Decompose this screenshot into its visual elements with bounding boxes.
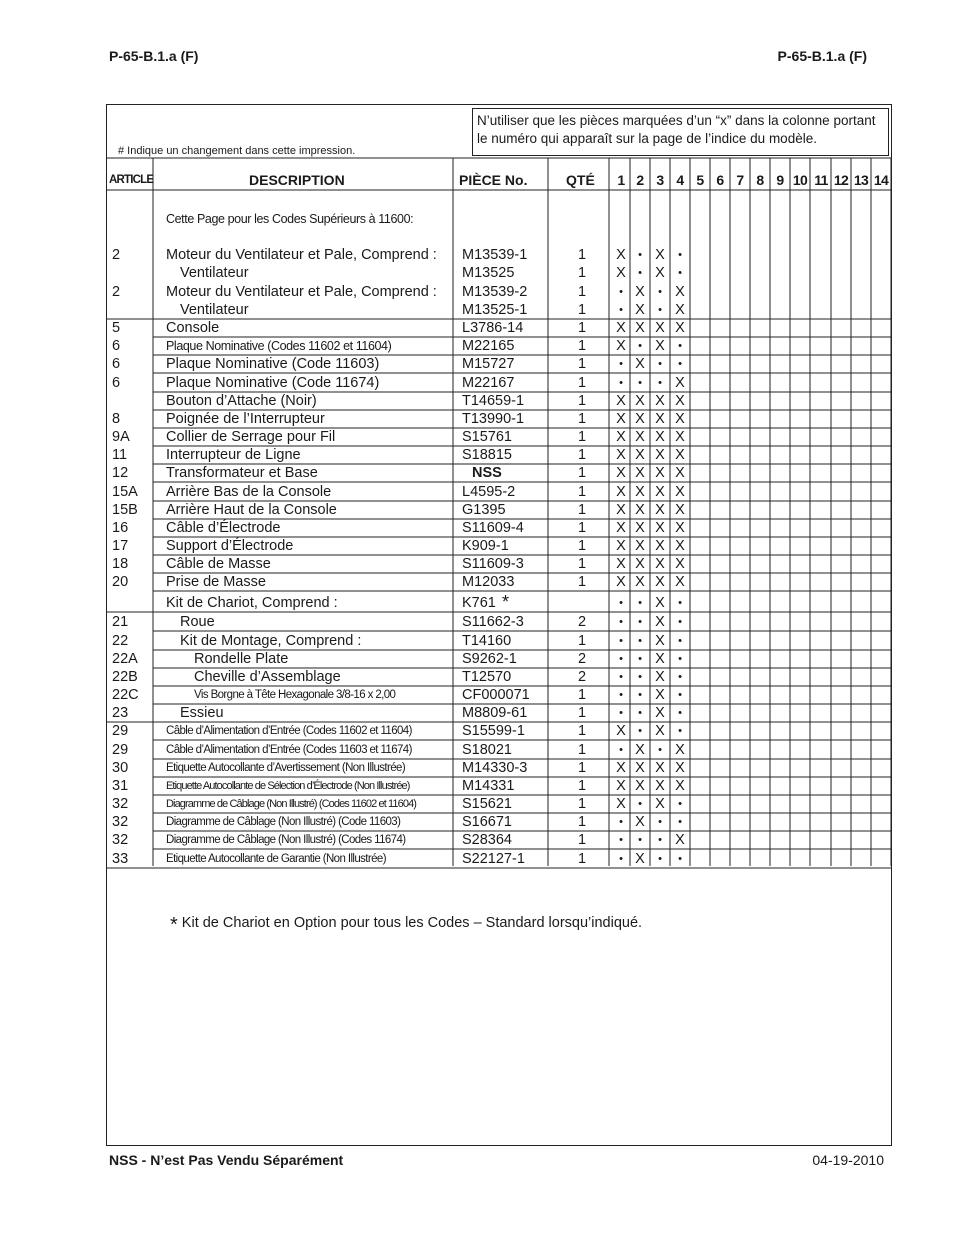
row-code-mark-4: • — [678, 853, 682, 865]
footnote-text: Kit de Chariot en Option pour tous les Codes – Standard lorsqu’indiqué. — [181, 915, 643, 931]
row-code-mark-3: X — [655, 411, 665, 427]
code-header-1: 1 — [617, 172, 625, 188]
row-code-mark-1: • — [619, 653, 623, 665]
row-code-mark-4: X — [675, 538, 685, 554]
row-code-mark-4: • — [678, 653, 682, 665]
row-code-mark-2: • — [638, 377, 642, 389]
row-code-mark-2: • — [638, 671, 642, 683]
row-code-mark-3: X — [655, 447, 665, 463]
row-code-mark-4: • — [678, 358, 682, 370]
row-code-mark-4: • — [678, 671, 682, 683]
row-description: Etiquette Autocollante de Sélection d’Électrode (Non Illustrée) — [166, 780, 410, 792]
row-description: Kit de Montage, Comprend : — [180, 633, 362, 649]
row-part-number: S15621 — [462, 796, 512, 812]
row-code-mark-1: X — [616, 520, 626, 536]
row-code-mark-2: • — [638, 689, 642, 701]
row-quantity: 1 — [578, 633, 587, 649]
row-code-mark-3: X — [655, 538, 665, 554]
row-quantity: 1 — [578, 338, 587, 354]
row-quantity: 1 — [578, 687, 587, 703]
row-code-mark-1: • — [619, 597, 623, 609]
row-description: Console — [166, 320, 220, 336]
row-code-mark-3: X — [655, 595, 665, 611]
code-header-10: 10 — [792, 172, 808, 188]
row-article: 17 — [112, 538, 129, 554]
row-quantity: 1 — [578, 502, 587, 518]
row-code-mark-4: • — [678, 707, 682, 719]
row-code-mark-4: • — [678, 798, 682, 810]
row-description: Etiquette Autocollante d’Avertissement (Non Illustrée) — [166, 762, 406, 774]
row-quantity: 1 — [578, 465, 587, 481]
row-code-mark-2: X — [635, 742, 645, 758]
row-code-mark-3: • — [658, 744, 662, 756]
row-part-number: M8809-61 — [462, 705, 528, 721]
row-code-mark-3: X — [655, 556, 665, 572]
row-code-mark-1: • — [619, 304, 623, 316]
row-description: Moteur du Ventilateur et Pale, Comprend : — [166, 247, 437, 263]
row-code-mark-4: X — [675, 284, 685, 300]
row-description: Kit de Chariot, Comprend : — [166, 595, 338, 611]
row-code-mark-1: X — [616, 429, 626, 445]
row-part-number: K761 — [462, 595, 496, 611]
row-part-number: T14160 — [462, 633, 512, 649]
row-code-mark-2: X — [635, 556, 645, 572]
row-code-mark-3: X — [655, 393, 665, 409]
change-note: # Indique un changement dans cette impression. — [118, 145, 356, 157]
code-header-4: 4 — [676, 172, 684, 188]
row-code-mark-1: • — [619, 377, 623, 389]
row-description: Cheville d’Assemblage — [194, 669, 341, 685]
option-star-icon: * — [502, 592, 510, 612]
row-code-mark-4: X — [675, 411, 685, 427]
row-quantity: 1 — [578, 447, 587, 463]
row-code-mark-4: X — [675, 429, 685, 445]
row-code-mark-4: X — [675, 742, 685, 758]
row-description: Transformateur et Base — [166, 465, 318, 481]
row-code-mark-1: X — [616, 760, 626, 776]
row-description: Collier de Serrage pour Fil — [166, 429, 336, 445]
row-code-mark-1: X — [616, 574, 626, 590]
row-article: 15B — [112, 502, 138, 518]
usage-note-box — [472, 108, 889, 156]
row-article: 22C — [112, 687, 139, 703]
row-part-number: S11609-3 — [462, 556, 524, 572]
row-part-number: S22127-1 — [462, 851, 525, 867]
revision-date: 04-19-2010 — [812, 1152, 884, 1168]
row-code-mark-1: • — [619, 816, 623, 828]
row-quantity: 1 — [578, 356, 587, 372]
col-header-piece: PIÈCE No. — [459, 172, 528, 188]
row-description: Essieu — [180, 705, 224, 721]
row-code-mark-4: • — [678, 816, 682, 828]
row-code-mark-4: X — [675, 832, 685, 848]
row-description: Diagramme de Câblage (Non Illustré) (Code 11603) — [166, 816, 401, 828]
row-article: 22A — [112, 651, 138, 667]
row-description: Moteur du Ventilateur et Pale, Comprend : — [166, 284, 437, 300]
row-code-mark-4: • — [678, 616, 682, 628]
cart-kit-footnote — [170, 910, 643, 936]
row-part-number: M13539-1 — [462, 247, 528, 263]
row-code-mark-3: X — [655, 465, 665, 481]
row-code-mark-3: X — [655, 320, 665, 336]
row-code-mark-1: X — [616, 502, 626, 518]
row-article: 16 — [112, 520, 129, 536]
row-code-mark-2: X — [635, 302, 645, 318]
row-quantity: 1 — [578, 284, 587, 300]
col-header-qty: QTÉ — [566, 172, 595, 188]
row-code-mark-2: • — [638, 267, 642, 279]
row-description: Ventilateur — [180, 265, 249, 281]
row-code-mark-1: • — [619, 744, 623, 756]
row-code-mark-1: X — [616, 484, 626, 500]
row-description: Prise de Masse — [166, 574, 266, 590]
row-description: Bouton d’Attache (Noir) — [166, 393, 317, 409]
row-part-number: T12570 — [462, 669, 512, 685]
row-description: Arrière Bas de la Console — [166, 484, 332, 500]
row-part-number: G1395 — [462, 502, 506, 518]
row-part-number: S15761 — [462, 429, 512, 445]
row-article: 22 — [112, 633, 129, 649]
row-code-mark-2: • — [638, 249, 642, 261]
row-article: 6 — [112, 375, 121, 391]
row-description: Arrière Haut de la Console — [166, 502, 337, 518]
row-part-number: S11609-4 — [462, 520, 524, 536]
row-quantity: 1 — [578, 247, 587, 263]
row-article: 18 — [112, 556, 129, 572]
row-code-mark-2: X — [635, 538, 645, 554]
row-code-mark-3: • — [658, 834, 662, 846]
row-part-number: M22165 — [462, 338, 515, 354]
row-description: Câble de Masse — [166, 556, 271, 572]
row-code-mark-3: X — [655, 574, 665, 590]
row-part-number: M14331 — [462, 778, 515, 794]
row-code-mark-4: X — [675, 320, 685, 336]
row-quantity: 1 — [578, 520, 587, 536]
row-quantity: 1 — [578, 484, 587, 500]
usage-note-line-2: le numéro qui apparaît sur la page de l’indice du modèle. — [477, 131, 817, 146]
row-code-mark-2: X — [635, 429, 645, 445]
row-code-mark-1: X — [616, 556, 626, 572]
row-code-mark-3: X — [655, 705, 665, 721]
row-code-mark-2: • — [638, 340, 642, 352]
row-part-number: S15599-1 — [462, 723, 525, 739]
row-article: 30 — [112, 760, 129, 776]
row-code-mark-1: X — [616, 393, 626, 409]
code-header-5: 5 — [696, 172, 704, 188]
page-code-left: P-65-B.1.a (F) — [109, 48, 199, 64]
row-code-mark-3: X — [655, 265, 665, 281]
row-code-mark-4: • — [678, 249, 682, 261]
row-code-mark-3: X — [655, 429, 665, 445]
row-quantity: 1 — [578, 411, 587, 427]
row-code-mark-4: • — [678, 635, 682, 647]
row-quantity: 1 — [578, 760, 587, 776]
row-quantity: 1 — [578, 393, 587, 409]
row-code-mark-4: • — [678, 689, 682, 701]
row-part-number: M15727 — [462, 356, 515, 372]
row-code-mark-4: X — [675, 520, 685, 536]
row-code-mark-4: X — [675, 465, 685, 481]
row-code-mark-3: X — [655, 614, 665, 630]
row-code-mark-1: X — [616, 411, 626, 427]
row-quantity: 1 — [578, 723, 587, 739]
row-code-mark-2: X — [635, 484, 645, 500]
row-code-mark-2: X — [635, 447, 645, 463]
row-code-mark-3: • — [658, 358, 662, 370]
row-quantity: 1 — [578, 302, 587, 318]
row-description: Ventilateur — [180, 302, 249, 318]
row-code-mark-2: X — [635, 393, 645, 409]
row-code-mark-2: X — [635, 465, 645, 481]
row-code-mark-4: • — [678, 597, 682, 609]
row-quantity: 1 — [578, 778, 587, 794]
col-header-article: ARTICLE — [109, 174, 154, 186]
row-code-mark-4: X — [675, 393, 685, 409]
row-part-number: M12033 — [462, 574, 515, 590]
row-article: 23 — [112, 705, 129, 721]
row-code-mark-1: • — [619, 689, 623, 701]
row-quantity: 1 — [578, 814, 587, 830]
row-article: 11 — [112, 447, 128, 463]
row-part-number: T13990-1 — [462, 411, 525, 427]
row-code-mark-2: • — [638, 707, 642, 719]
row-description: Vis Borgne à Tête Hexagonale 3/8-16 x 2,00 — [194, 689, 396, 701]
row-code-mark-3: • — [658, 816, 662, 828]
row-part-number: T14659-1 — [462, 393, 525, 409]
row-article: 12 — [112, 465, 129, 481]
row-description: Plaque Nominative (Codes 11602 et 11604) — [166, 339, 392, 353]
row-article: 20 — [112, 574, 129, 590]
code-header-7: 7 — [736, 172, 744, 188]
row-description: Diagramme de Câblage (Non Illustré) (Codes 11674) — [166, 834, 406, 846]
row-code-mark-1: • — [619, 671, 623, 683]
row-description: Plaque Nominative (Code 11674) — [166, 375, 380, 391]
row-article: 9A — [112, 429, 130, 445]
row-code-mark-3: X — [655, 687, 665, 703]
row-code-mark-2: • — [638, 635, 642, 647]
row-code-mark-3: X — [655, 778, 665, 794]
row-code-mark-1: • — [619, 707, 623, 719]
row-description: Cette Page pour les Codes Supérieurs à 11600: — [166, 212, 414, 226]
row-code-mark-1: X — [616, 723, 626, 739]
row-part-number: M13525 — [462, 265, 515, 281]
row-part-number: M22167 — [462, 375, 515, 391]
row-part-number: S18021 — [462, 742, 512, 758]
page-code-right: P-65-B.1.a (F) — [777, 48, 867, 64]
row-code-mark-1: • — [619, 286, 623, 298]
row-code-mark-4: X — [675, 502, 685, 518]
row-code-mark-2: X — [635, 851, 645, 867]
row-quantity: 2 — [578, 614, 587, 630]
row-article: 22B — [112, 669, 138, 685]
row-part-number: K909-1 — [462, 538, 509, 554]
row-code-mark-1: • — [619, 358, 623, 370]
row-description: Poignée de l’Interrupteur — [166, 411, 325, 427]
row-part-number: S16671 — [462, 814, 512, 830]
row-code-mark-3: X — [655, 520, 665, 536]
row-code-mark-2: X — [635, 411, 645, 427]
row-code-mark-3: X — [655, 796, 665, 812]
row-code-mark-1: X — [616, 796, 626, 812]
row-code-mark-3: X — [655, 338, 665, 354]
row-part-number: L3786-14 — [462, 320, 524, 336]
code-header-14: 14 — [873, 172, 889, 188]
row-code-mark-4: X — [675, 778, 685, 794]
row-code-mark-2: X — [635, 502, 645, 518]
row-code-mark-1: X — [616, 538, 626, 554]
row-code-mark-4: • — [678, 267, 682, 279]
row-quantity: 2 — [578, 669, 587, 685]
row-code-mark-2: • — [638, 798, 642, 810]
code-header-9: 9 — [776, 172, 784, 188]
usage-note-line-1: N’utiliser que les pièces marquées d’un “x” dans la colonne portant — [477, 113, 876, 128]
row-description: Câble d’Alimentation d’Entrée (Codes 11603 et 11674) — [166, 744, 412, 756]
row-quantity: 1 — [578, 796, 587, 812]
row-code-mark-3: X — [655, 760, 665, 776]
row-article: 33 — [112, 851, 129, 867]
row-article: 29 — [112, 742, 129, 758]
row-part-number: S28364 — [462, 832, 512, 848]
row-code-mark-3: X — [655, 723, 665, 739]
row-quantity: 1 — [578, 556, 587, 572]
row-code-mark-2: X — [635, 520, 645, 536]
row-code-mark-4: X — [675, 447, 685, 463]
row-code-mark-2: • — [638, 597, 642, 609]
row-quantity: 1 — [578, 375, 587, 391]
row-part-number: L4595-2 — [462, 484, 516, 500]
row-article: 6 — [112, 356, 121, 372]
row-article: 32 — [112, 832, 129, 848]
code-header-6: 6 — [716, 172, 724, 188]
row-code-mark-3: X — [655, 484, 665, 500]
row-description: Rondelle Plate — [194, 651, 289, 667]
row-code-mark-4: • — [678, 340, 682, 352]
code-header-11: 11 — [814, 172, 828, 188]
row-article: 21 — [112, 614, 129, 630]
row-part-number: CF000071 — [462, 687, 530, 703]
col-header-description: DESCRIPTION — [249, 172, 345, 188]
row-code-mark-1: X — [616, 447, 626, 463]
row-description: Câble d’Alimentation d’Entrée (Codes 11602 et 11604) — [166, 725, 412, 737]
row-code-mark-1: X — [616, 265, 626, 281]
row-article: 2 — [112, 284, 121, 300]
row-code-mark-3: X — [655, 633, 665, 649]
row-part-number: S11662-3 — [462, 614, 524, 630]
nss-legend: NSS - N’est Pas Vendu Séparément — [109, 1152, 344, 1168]
row-code-mark-3: X — [655, 247, 665, 263]
row-star-wrap — [499, 590, 509, 610]
row-article: 15A — [112, 484, 138, 500]
row-article: 8 — [112, 411, 121, 427]
row-code-mark-1: • — [619, 853, 623, 865]
row-part-number: S18815 — [462, 447, 512, 463]
row-description: Plaque Nominative (Code 11603) — [166, 356, 380, 372]
row-code-mark-4: X — [675, 760, 685, 776]
row-part-number: S9262-1 — [462, 651, 517, 667]
row-description: Roue — [180, 614, 215, 630]
code-header-2: 2 — [636, 172, 644, 188]
row-code-mark-2: X — [635, 284, 645, 300]
row-quantity: 1 — [578, 705, 587, 721]
row-code-mark-3: X — [655, 651, 665, 667]
row-quantity: 1 — [578, 265, 587, 281]
row-quantity: 2 — [578, 651, 587, 667]
row-code-mark-3: X — [655, 669, 665, 685]
row-code-mark-3: • — [658, 286, 662, 298]
row-description: Support d’Électrode — [166, 538, 294, 554]
row-code-mark-2: X — [635, 814, 645, 830]
row-code-mark-2: X — [635, 760, 645, 776]
row-code-mark-1: X — [616, 778, 626, 794]
row-article: 31 — [112, 778, 129, 794]
row-code-mark-2: X — [635, 778, 645, 794]
row-part-number: M13525-1 — [462, 302, 528, 318]
row-code-mark-1: • — [619, 635, 623, 647]
row-part-number: NSS — [472, 465, 502, 481]
row-article: 29 — [112, 723, 129, 739]
row-code-mark-2: X — [635, 574, 645, 590]
row-quantity: 1 — [578, 832, 587, 848]
row-article: 5 — [112, 320, 121, 336]
footnote-star: * — [170, 914, 178, 936]
code-header-13: 13 — [853, 172, 869, 188]
row-code-mark-1: • — [619, 834, 623, 846]
row-code-mark-1: X — [616, 338, 626, 354]
row-code-mark-4: X — [675, 484, 685, 500]
row-code-mark-2: • — [638, 725, 642, 737]
row-code-mark-4: X — [675, 574, 685, 590]
row-article: 32 — [112, 814, 129, 830]
row-code-mark-3: • — [658, 853, 662, 865]
row-code-mark-2: • — [638, 616, 642, 628]
row-part-number: M13539-2 — [462, 284, 528, 300]
row-code-mark-4: X — [675, 375, 685, 391]
code-header-8: 8 — [756, 172, 764, 188]
row-code-mark-1: • — [619, 616, 623, 628]
row-code-mark-4: • — [678, 725, 682, 737]
row-quantity: 1 — [578, 742, 587, 758]
row-quantity: 1 — [578, 320, 587, 336]
row-code-mark-1: X — [616, 247, 626, 263]
row-quantity: 1 — [578, 851, 587, 867]
row-description: Câble d’Électrode — [166, 520, 281, 536]
row-article: 6 — [112, 338, 121, 354]
code-header-3: 3 — [656, 172, 664, 188]
row-code-mark-2: • — [638, 834, 642, 846]
row-code-mark-1: X — [616, 320, 626, 336]
row-code-mark-2: X — [635, 320, 645, 336]
row-code-mark-2: X — [635, 356, 645, 372]
code-header-12: 12 — [833, 172, 849, 188]
row-quantity: 1 — [578, 429, 587, 445]
row-quantity: 1 — [578, 538, 587, 554]
row-description: Etiquette Autocollante de Garantie (Non Illustrée) — [166, 853, 386, 865]
row-quantity: 1 — [578, 574, 587, 590]
row-article: 2 — [112, 247, 121, 263]
row-code-mark-2: • — [638, 653, 642, 665]
row-code-mark-1: X — [616, 465, 626, 481]
row-code-mark-4: X — [675, 302, 685, 318]
row-description: Diagramme de Câblage (Non Illustré) (Codes 11602 et 11604) — [166, 798, 417, 810]
row-code-mark-4: X — [675, 556, 685, 572]
row-part-number: M14330-3 — [462, 760, 528, 776]
row-code-mark-3: • — [658, 377, 662, 389]
row-code-mark-3: X — [655, 502, 665, 518]
row-description: Interrupteur de Ligne — [166, 447, 301, 463]
row-code-mark-3: • — [658, 304, 662, 316]
row-article: 32 — [112, 796, 129, 812]
